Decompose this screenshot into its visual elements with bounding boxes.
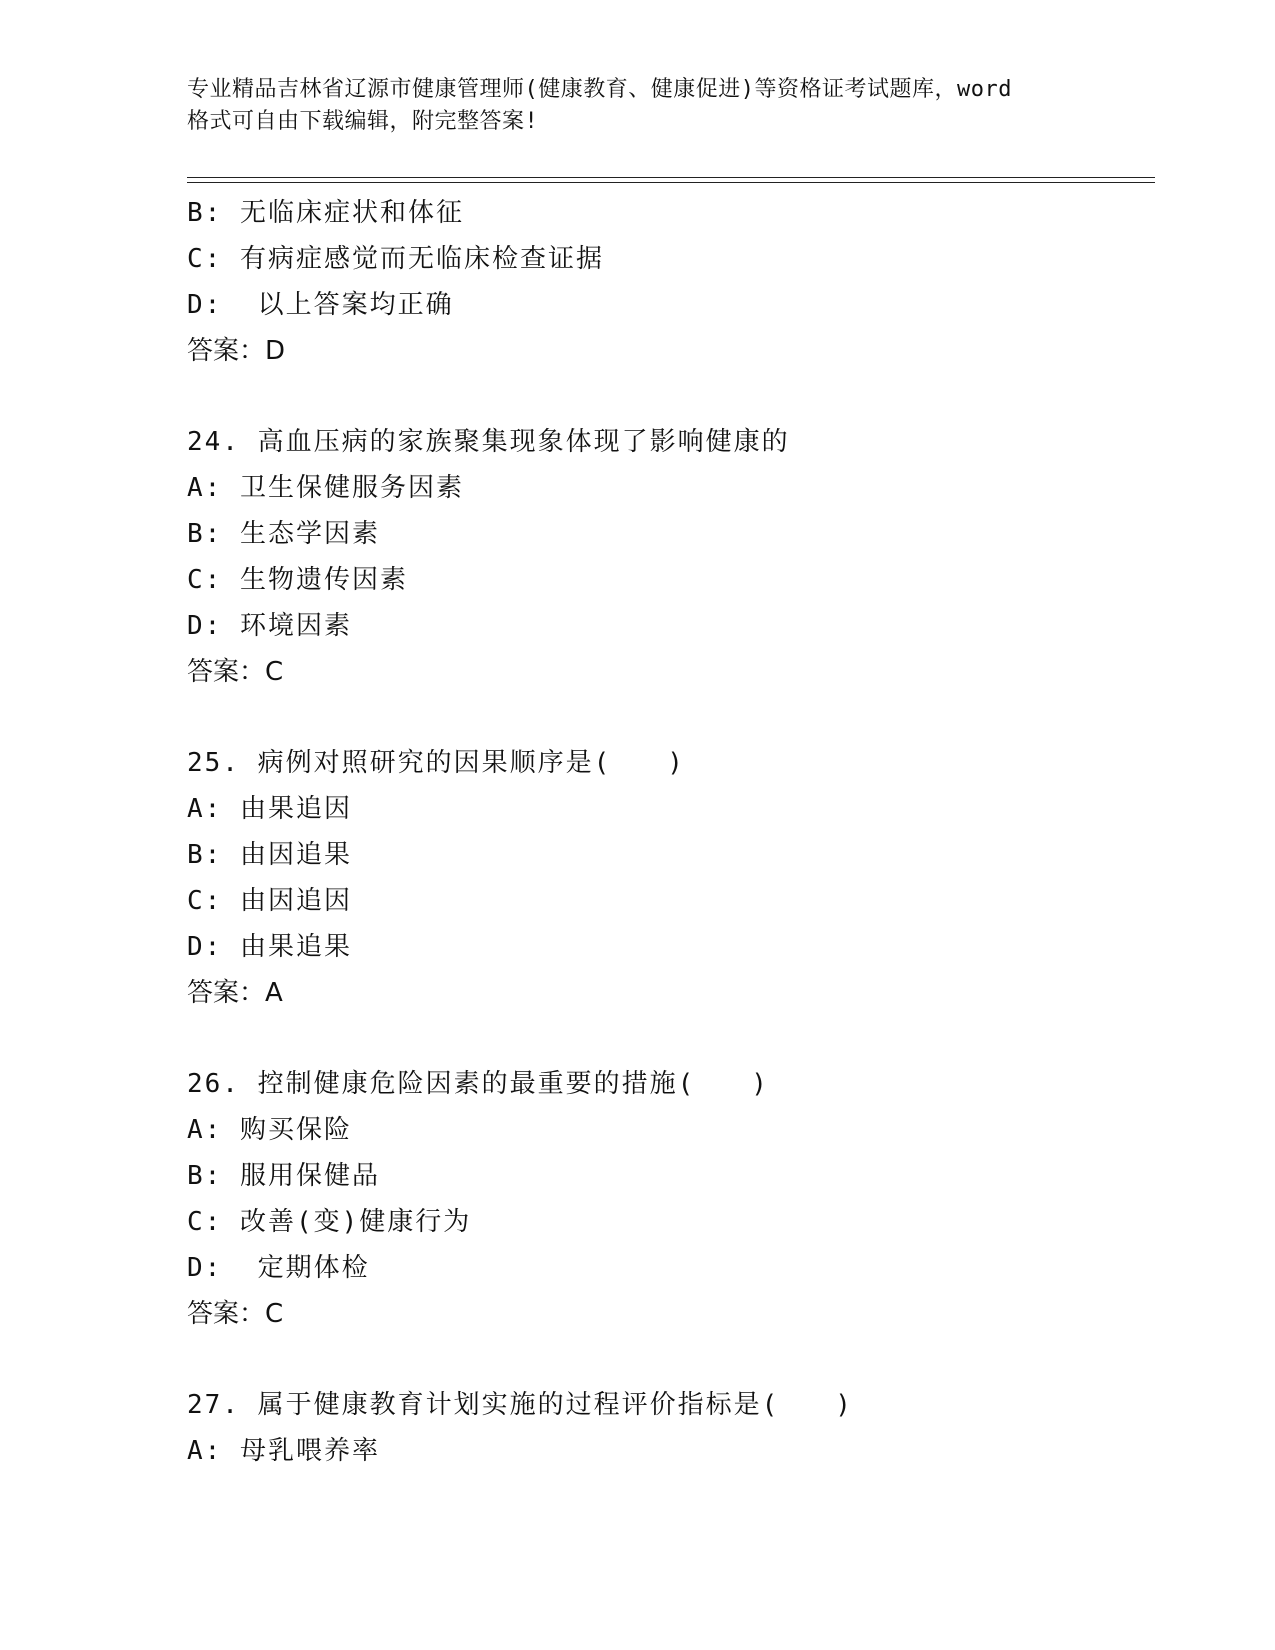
option-b: B: 生态学因素: [187, 519, 380, 549]
question-block-26: [187, 1061, 1155, 1337]
header-line-2: 格式可自由下载编辑，附完整答案!: [187, 109, 539, 134]
option-b: B: 由因追果: [187, 840, 352, 870]
option-d: D: 由果追果: [187, 932, 352, 962]
header-line-1: 专业精品吉林省辽源市健康管理师(健康教育、健康促进)等资格证考试题库，word: [187, 77, 1012, 102]
option-d: D: 环境因素: [187, 611, 352, 641]
option-a: A: 卫生保健服务因素: [187, 473, 464, 503]
option-b: B: 无临床症状和体征: [187, 198, 464, 228]
question-text: 27. 属于健康教育计划实施的过程评价指标是( ): [187, 1390, 853, 1420]
answer-line: 答案：C: [187, 657, 284, 687]
answer-line: 答案：C: [187, 1299, 284, 1329]
option-a: A: 由果追因: [187, 794, 352, 824]
option-a: A: 母乳喂养率: [187, 1436, 380, 1466]
answer-line: 答案：D: [187, 336, 286, 366]
option-b: B: 服用保健品: [187, 1161, 380, 1191]
question-block-25: [187, 740, 1155, 1016]
option-d: D: 以上答案均正确: [187, 290, 454, 320]
answer-line: 答案：A: [187, 978, 283, 1008]
option-a: A: 购买保险: [187, 1115, 352, 1145]
option-c: C: 由因追因: [187, 886, 352, 916]
question-block-27: [187, 1382, 1155, 1474]
question-text: 26. 控制健康危险因素的最重要的措施( ): [187, 1069, 769, 1099]
question-block-24: [187, 419, 1155, 695]
header-divider: [187, 177, 1155, 183]
document-header: [187, 74, 1087, 138]
question-text: 25. 病例对照研究的因果顺序是( ): [187, 748, 685, 778]
question-block-23: [187, 190, 1155, 374]
option-c: C: 有病症感觉而无临床检查证据: [187, 244, 604, 274]
option-c: C: 生物遗传因素: [187, 565, 408, 595]
question-list: [187, 190, 1155, 1474]
option-c: C: 改善(变)健康行为: [187, 1207, 472, 1237]
question-text: 24. 高血压病的家族聚集现象体现了影响健康的: [187, 427, 790, 457]
option-d: D: 定期体检: [187, 1253, 370, 1283]
